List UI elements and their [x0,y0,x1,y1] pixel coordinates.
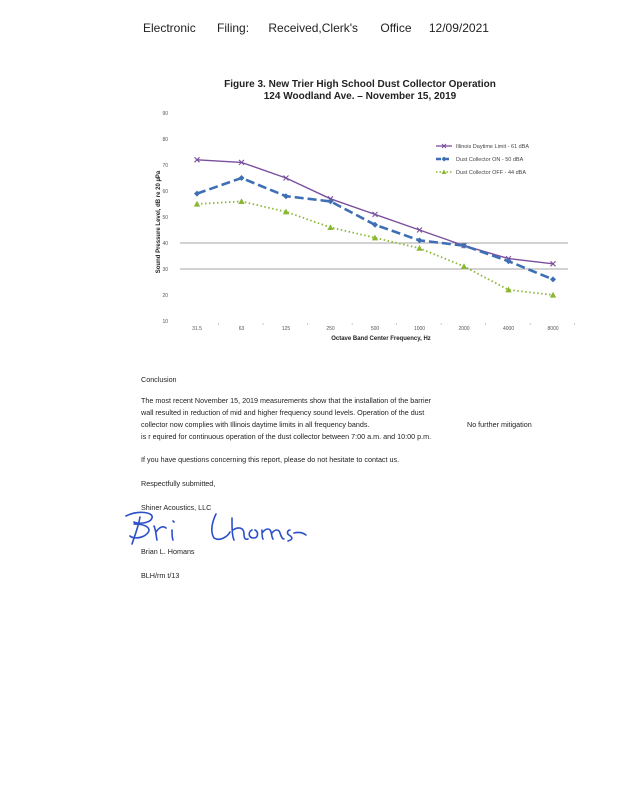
data-point [327,224,333,230]
y-tick-label: 80 [162,137,168,143]
y-tick-label: 90 [162,111,168,117]
x-tick-label: 250 [326,326,335,332]
x-tick-label: 1000 [413,326,426,332]
x-tick-label: 500 [370,326,380,332]
sound-level-chart [0,0,618,360]
series-line-1 [197,178,553,279]
y-tick-label: 70 [162,163,168,169]
y-tick-label: 10 [162,319,168,325]
x-tick-label: 8000 [547,326,559,332]
series-line-2 [197,201,553,295]
conclusion-line-3: collector now complies with Illinois daytime limits in all frequency bands. [141,420,370,429]
closing-text: Respectfully submitted, [141,479,216,488]
header-filing: Filing: [217,21,250,35]
data-point [238,198,244,204]
conclusion-line-1: The most recent November 15, 2019 measurements show that the installation of the barrier [141,396,432,405]
data-point [550,276,556,282]
y-tick-label: 60 [162,189,168,195]
x-tick-label: 4000 [502,326,515,332]
figure-title: Figure 3. New Trier High School Dust Collector Operation [224,79,496,90]
data-point [461,263,467,269]
y-tick-label: 50 [162,215,168,221]
y-tick-label: 30 [162,267,168,273]
legend-label: Illinois Daytime Limit - 61 dBA [456,144,530,150]
legend-marker [442,170,447,175]
header-received: Received,Clerk's [268,21,359,35]
conclusion-line-4: is r equired for continuous operation of the dust collector between 7:00 a.m. and 10:00 p.m. [141,432,432,441]
signature [124,508,314,550]
reference-initials: BLH/rm t/13 [141,571,180,580]
legend-marker [442,157,447,162]
header-office: Office [380,21,412,35]
contact-paragraph: If you have questions concerning this report, please do not hesitate to contact us. [141,455,400,464]
header-date: 12/09/2021 [428,21,489,35]
data-point [416,245,422,251]
data-point [550,292,556,298]
conclusion-line-3-right: No further mitigation [467,420,532,429]
signer-name: Brian L. Homans [141,547,195,556]
x-tick-label: 2000 [458,326,470,332]
legend-label: Dust Collector ON - 50 dBA [456,157,524,163]
y-tick-label: 20 [162,293,168,299]
header-electronic: Electronic [143,21,196,35]
x-tick-label: 63 [238,326,245,332]
figure-subtitle: 124 Woodland Ave. – November 15, 2019 [263,91,457,102]
conclusion-heading: Conclusion [141,375,177,384]
company-name: Shiner Acoustics, LLC [141,503,212,512]
conclusion-line-2: wall resulted in reduction of mid and higher frequency sound levels. Operation of the dust [141,408,425,417]
data-point [194,201,200,207]
legend-label: Dust Collector OFF - 44 dBA [456,170,526,176]
y-tick-label: 40 [162,241,168,247]
x-tick-label: 125 [281,326,291,332]
x-tick-label: 31.5 [192,326,202,332]
y-axis-label: Sound Pressure Level, dB re 20 µPa [156,170,162,274]
x-axis-label: Octave Band Center Frequency, Hz [331,336,431,342]
